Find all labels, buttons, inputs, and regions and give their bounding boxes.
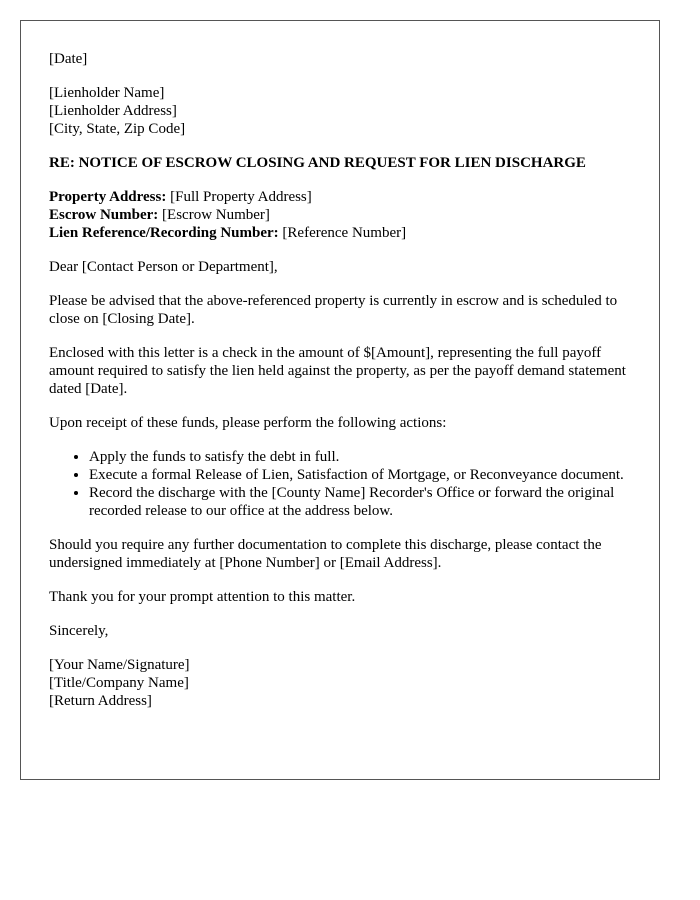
subject-line: RE: NOTICE OF ESCROW CLOSING AND REQUEST FOR LIEN DISCHARGE xyxy=(49,155,586,171)
reference-lien xyxy=(49,224,631,242)
reference-lien-value: [Reference Number] xyxy=(278,225,407,241)
reference-escrow-label: Escrow Number: xyxy=(49,207,159,223)
letter-page xyxy=(20,20,660,780)
recipient-address: [Lienholder Address] xyxy=(49,103,177,119)
list-item: • Apply the funds to satisfy the debt in full. xyxy=(89,448,631,466)
signoff: Sincerely, xyxy=(49,623,109,639)
recipient-city-state-zip: [City, State, Zip Code] xyxy=(49,121,186,137)
recipient-block xyxy=(49,84,631,138)
paragraph-thanks: Thank you for your prompt attention to this matter. xyxy=(49,589,356,605)
reference-property xyxy=(49,188,631,206)
signature-block xyxy=(49,656,631,710)
letter-date: [Date] xyxy=(49,51,88,67)
reference-property-value: [Full Property Address] xyxy=(166,189,312,205)
reference-property-label: Property Address: xyxy=(49,189,167,205)
actions-list xyxy=(49,448,631,520)
reference-escrow xyxy=(49,206,631,224)
paragraph-actions-intro: Upon receipt of these funds, please perform the following actions: xyxy=(49,415,447,431)
salutation: Dear [Contact Person or Department], xyxy=(49,259,278,275)
reference-block xyxy=(49,188,631,242)
signature-return-address: [Return Address] xyxy=(49,693,152,709)
list-item: • Execute a formal Release of Lien, Satisfaction of Mortgage, or Reconveyance document. xyxy=(89,466,631,484)
list-item: • Record the discharge with the [County Name] Recorder's Office or forward the original recorded release to our office at the address below. xyxy=(89,484,631,520)
signature-title: [Title/Company Name] xyxy=(49,675,189,691)
date-block xyxy=(49,50,631,68)
paragraph-payoff-check: Enclosed with this letter is a check in the amount of $[Amount], representing the full payoff amount required to satisfy the lien held against the property, as per the payoff demand statement dated [Date]. xyxy=(49,345,626,397)
paragraph-escrow-notice: Please be advised that the above-referenced property is currently in escrow and is scheduled to close on [Closing Date]. xyxy=(49,293,618,327)
subject-block xyxy=(49,154,631,172)
recipient-name: [Lienholder Name] xyxy=(49,85,165,101)
reference-lien-label: Lien Reference/Recording Number: xyxy=(49,225,279,241)
paragraph-contact: Should you require any further documentation to complete this discharge, please contact the undersigned immediately at [Phone Number] or [Email Address]. xyxy=(49,537,602,571)
reference-escrow-value: [Escrow Number] xyxy=(158,207,270,223)
signature-name: [Your Name/Signature] xyxy=(49,657,190,673)
